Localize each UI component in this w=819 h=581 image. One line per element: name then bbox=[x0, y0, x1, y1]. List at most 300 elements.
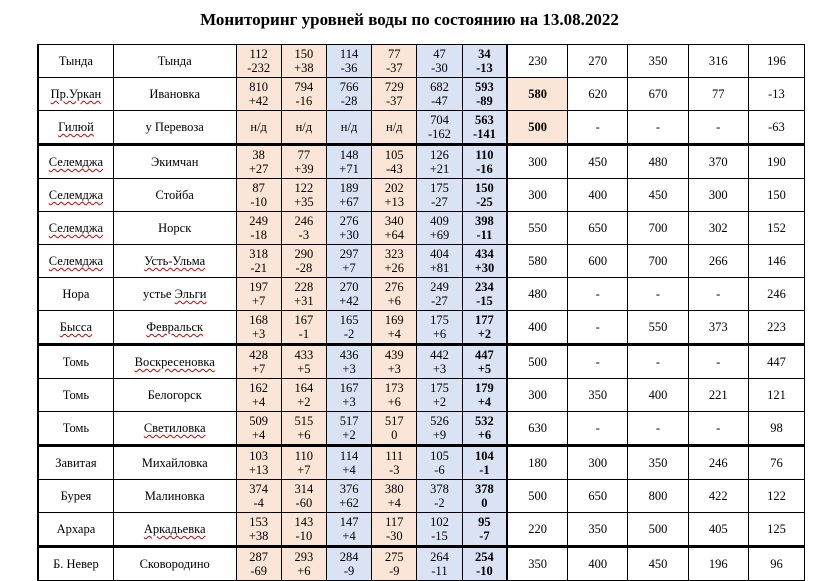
level-change: -9 bbox=[343, 564, 355, 578]
level-change: +2 bbox=[342, 428, 356, 442]
threshold-cell: 450 bbox=[568, 145, 628, 179]
level-value: 179 bbox=[475, 381, 494, 395]
level-change: +42 bbox=[248, 94, 269, 108]
level-cell bbox=[462, 45, 507, 78]
level-value: 197 bbox=[249, 280, 269, 294]
level-cell bbox=[326, 212, 371, 245]
level-value: 114 bbox=[339, 47, 359, 61]
river-cell-text: Селемджа bbox=[48, 221, 104, 235]
river-cell-text: Нора bbox=[62, 287, 90, 301]
threshold-cell: 152 bbox=[748, 212, 804, 245]
table-row bbox=[38, 145, 805, 179]
river-cell-text: Томь bbox=[62, 388, 90, 402]
level-cell bbox=[372, 212, 417, 245]
threshold-cell: 196 bbox=[748, 45, 804, 78]
level-change: -162 bbox=[428, 127, 451, 141]
threshold-cell: 373 bbox=[688, 311, 748, 345]
table-row bbox=[38, 379, 805, 412]
level-cell bbox=[236, 345, 281, 379]
level-change: -2 bbox=[434, 496, 445, 510]
level-value: 378 bbox=[430, 482, 449, 496]
level-cell bbox=[326, 278, 371, 311]
level-value: 378 bbox=[475, 482, 494, 496]
level-change: +4 bbox=[342, 529, 356, 543]
table-row bbox=[38, 111, 805, 145]
level-value: 276 bbox=[384, 280, 404, 294]
level-change: -15 bbox=[431, 529, 448, 543]
threshold-cell: 650 bbox=[568, 212, 628, 245]
threshold-cell: 405 bbox=[688, 513, 748, 547]
level-change: +81 bbox=[429, 261, 450, 275]
level-value: 150 bbox=[475, 181, 494, 195]
table-row bbox=[38, 245, 805, 278]
level-change: 0 bbox=[481, 496, 488, 510]
level-change: +3 bbox=[342, 362, 356, 376]
level-change: +9 bbox=[432, 428, 447, 442]
level-change: +4 bbox=[252, 428, 266, 442]
level-value: 442 bbox=[430, 348, 449, 362]
level-cell bbox=[236, 212, 281, 245]
river-cell bbox=[38, 111, 113, 145]
level-value: 117 bbox=[385, 515, 404, 529]
level-change: -141 bbox=[472, 127, 496, 141]
level-cell bbox=[236, 480, 281, 513]
level-cell bbox=[281, 245, 326, 278]
threshold-cell: 300 bbox=[507, 179, 567, 212]
threshold-cell: 246 bbox=[748, 278, 804, 311]
level-change: -37 bbox=[385, 94, 403, 108]
level-change: -30 bbox=[431, 61, 448, 75]
river-cell-text: Селемджа bbox=[48, 188, 104, 202]
level-value: 810 bbox=[249, 80, 269, 94]
level-cell bbox=[417, 45, 462, 78]
level-change: +6 bbox=[432, 327, 447, 341]
level-cell bbox=[462, 513, 507, 547]
level-cell bbox=[326, 547, 371, 581]
level-change: +5 bbox=[477, 362, 492, 376]
threshold-cell: 316 bbox=[688, 45, 748, 78]
post-cell bbox=[113, 345, 236, 379]
table-row bbox=[38, 513, 805, 547]
level-value: 162 bbox=[249, 381, 269, 395]
river-cell bbox=[38, 379, 113, 412]
level-value: 340 bbox=[384, 214, 404, 228]
threshold-cell: 700 bbox=[628, 245, 688, 278]
level-value: 103 bbox=[249, 449, 269, 463]
level-value: 202 bbox=[384, 181, 404, 195]
level-value: 246 bbox=[294, 214, 314, 228]
post-cell bbox=[113, 78, 236, 111]
level-value: 275 bbox=[384, 550, 404, 564]
level-cell bbox=[417, 245, 462, 278]
level-cell bbox=[372, 480, 417, 513]
level-cell bbox=[417, 179, 462, 212]
level-value: 122 bbox=[294, 181, 314, 195]
post-cell-text: Малиновка bbox=[144, 489, 205, 503]
level-cell bbox=[462, 78, 507, 111]
level-value: 87 bbox=[252, 181, 265, 195]
level-cell bbox=[236, 111, 281, 145]
level-value: 284 bbox=[339, 550, 359, 564]
level-value: 110 bbox=[294, 449, 314, 463]
level-value: 77 bbox=[388, 47, 401, 61]
threshold-cell: - bbox=[628, 111, 688, 145]
level-change: -25 bbox=[476, 195, 493, 209]
level-cell bbox=[281, 547, 326, 581]
level-change: -28 bbox=[295, 261, 313, 275]
level-cell bbox=[417, 78, 462, 111]
level-cell bbox=[236, 547, 281, 581]
level-value: 409 bbox=[430, 214, 449, 228]
post-cell bbox=[113, 379, 236, 412]
threshold-cell: 630 bbox=[507, 412, 567, 446]
level-change: -3 bbox=[389, 463, 400, 477]
page-title: Мониторинг уровней воды по состоянию на 13.08.2022 bbox=[200, 10, 619, 29]
threshold-cell: 450 bbox=[628, 179, 688, 212]
level-cell bbox=[417, 311, 462, 345]
level-value: н/д bbox=[250, 120, 267, 134]
level-change: +7 bbox=[252, 362, 266, 376]
post-cell-text: Михайловка bbox=[141, 456, 208, 470]
level-value: 143 bbox=[294, 515, 314, 529]
post-cell bbox=[113, 145, 236, 179]
level-cell bbox=[326, 480, 371, 513]
level-change: +6 bbox=[297, 428, 311, 442]
level-value: 105 bbox=[430, 449, 449, 463]
post-cell bbox=[113, 480, 236, 513]
level-value: 177 bbox=[475, 313, 494, 327]
threshold-cell: -13 bbox=[748, 78, 804, 111]
threshold-cell: - bbox=[628, 345, 688, 379]
level-value: 434 bbox=[475, 247, 494, 261]
level-change: +30 bbox=[474, 261, 495, 275]
level-cell bbox=[372, 446, 417, 480]
level-cell bbox=[326, 446, 371, 480]
level-change: +13 bbox=[248, 463, 269, 477]
table-body bbox=[38, 45, 805, 581]
post-cell bbox=[113, 212, 236, 245]
level-change: +27 bbox=[248, 162, 269, 176]
level-change: +4 bbox=[342, 463, 356, 477]
level-change: +21 bbox=[429, 162, 450, 176]
threshold-cell: - bbox=[568, 345, 628, 379]
table-row bbox=[38, 446, 805, 480]
river-cell bbox=[38, 513, 113, 547]
level-value: 517 bbox=[339, 414, 359, 428]
level-change: +3 bbox=[387, 362, 401, 376]
level-cell bbox=[417, 212, 462, 245]
threshold-cell: 550 bbox=[507, 212, 567, 245]
level-value: 318 bbox=[249, 247, 269, 261]
level-cell bbox=[462, 278, 507, 311]
post-cell-text: у Перевоза bbox=[145, 120, 204, 134]
post-cell-text: Усть-Ульма bbox=[144, 254, 206, 268]
level-change: +38 bbox=[248, 529, 269, 543]
level-change: -37 bbox=[385, 61, 403, 75]
level-change: +62 bbox=[339, 496, 359, 510]
threshold-cell: 550 bbox=[628, 311, 688, 345]
level-value: 376 bbox=[339, 482, 359, 496]
post-cell-text: Сковородино bbox=[139, 557, 210, 571]
threshold-cell: 450 bbox=[628, 547, 688, 581]
level-value: 175 bbox=[430, 181, 449, 195]
threshold-cell: 76 bbox=[748, 446, 804, 480]
post-cell bbox=[113, 513, 236, 547]
level-value: 323 bbox=[384, 247, 404, 261]
level-cell bbox=[326, 379, 371, 412]
level-value: 112 bbox=[249, 47, 268, 61]
level-cell bbox=[417, 379, 462, 412]
level-change: +67 bbox=[339, 195, 359, 209]
level-cell bbox=[372, 345, 417, 379]
level-cell bbox=[372, 311, 417, 345]
level-cell bbox=[281, 446, 326, 480]
level-change: +2 bbox=[477, 327, 492, 341]
level-change: +3 bbox=[252, 327, 266, 341]
level-value: 34 bbox=[478, 47, 491, 61]
level-change: -1 bbox=[479, 463, 490, 477]
level-value: 374 bbox=[249, 482, 269, 496]
threshold-cell: 370 bbox=[688, 145, 748, 179]
level-cell bbox=[236, 78, 281, 111]
level-value: 167 bbox=[294, 313, 314, 327]
post-cell-text: Воскресеновка bbox=[134, 355, 215, 369]
level-value: 509 bbox=[249, 414, 269, 428]
threshold-cell: 447 bbox=[748, 345, 804, 379]
level-cell bbox=[372, 412, 417, 446]
level-cell bbox=[462, 412, 507, 446]
level-change: -10 bbox=[250, 195, 267, 209]
river-cell bbox=[38, 412, 113, 446]
river-cell-text: Архара bbox=[56, 522, 96, 536]
level-value: 105 bbox=[384, 148, 404, 162]
level-change: -36 bbox=[340, 61, 358, 75]
level-cell bbox=[462, 379, 507, 412]
level-change: +38 bbox=[294, 61, 314, 75]
level-cell bbox=[372, 379, 417, 412]
level-change: -60 bbox=[295, 496, 313, 510]
level-cell bbox=[462, 245, 507, 278]
level-value: 114 bbox=[339, 449, 359, 463]
level-change: -1 bbox=[298, 327, 310, 341]
level-change: -47 bbox=[431, 94, 448, 108]
post-cell bbox=[113, 446, 236, 480]
level-change: -11 bbox=[476, 228, 493, 242]
river-cell-text: Селемджа bbox=[48, 254, 104, 268]
level-cell bbox=[281, 78, 326, 111]
level-change: -3 bbox=[298, 228, 310, 242]
threshold-cell: - bbox=[568, 412, 628, 446]
level-change: +26 bbox=[384, 261, 405, 275]
post-cell-text: Февральск bbox=[146, 320, 204, 334]
river-cell bbox=[38, 480, 113, 513]
level-change: -15 bbox=[476, 294, 493, 308]
level-change: -30 bbox=[385, 529, 403, 543]
threshold-cell: 230 bbox=[507, 45, 567, 78]
post-cell-text: Белогорск bbox=[147, 388, 202, 402]
level-change: -43 bbox=[385, 162, 403, 176]
level-change: +31 bbox=[294, 294, 314, 308]
threshold-cell: 500 bbox=[507, 111, 567, 145]
level-value: 563 bbox=[475, 113, 494, 127]
threshold-cell: 190 bbox=[748, 145, 804, 179]
river-cell bbox=[38, 446, 113, 480]
post-cell-text: Норск bbox=[158, 221, 192, 235]
threshold-cell: 146 bbox=[748, 245, 804, 278]
post-cell-text: Стойба bbox=[155, 188, 194, 202]
level-change: +13 bbox=[384, 195, 405, 209]
level-value: 173 bbox=[384, 381, 404, 395]
post-cell bbox=[113, 547, 236, 581]
level-value: 593 bbox=[475, 80, 494, 94]
level-cell bbox=[326, 311, 371, 345]
level-change: +71 bbox=[339, 162, 359, 176]
level-change: +2 bbox=[297, 395, 311, 409]
river-cell-text: Бурея bbox=[60, 489, 92, 503]
river-cell bbox=[38, 45, 113, 78]
level-cell bbox=[236, 145, 281, 179]
level-cell bbox=[462, 145, 507, 179]
level-cell bbox=[326, 78, 371, 111]
level-value: 168 bbox=[249, 313, 269, 327]
river-cell-text: Гилюй bbox=[58, 120, 94, 134]
level-value: 404 bbox=[430, 247, 449, 261]
threshold-cell: 670 bbox=[628, 78, 688, 111]
level-value: 126 bbox=[430, 148, 449, 162]
river-cell bbox=[38, 145, 113, 179]
level-cell bbox=[462, 547, 507, 581]
threshold-cell: 246 bbox=[688, 446, 748, 480]
post-cell bbox=[113, 412, 236, 446]
level-value: 287 bbox=[249, 550, 269, 564]
threshold-cell: 300 bbox=[568, 446, 628, 480]
level-value: н/д bbox=[340, 120, 358, 134]
post-cell bbox=[113, 111, 236, 145]
threshold-cell: 400 bbox=[507, 311, 567, 345]
level-value: 102 bbox=[430, 515, 449, 529]
level-change: -7 bbox=[479, 529, 490, 543]
river-cell bbox=[38, 245, 113, 278]
post-cell-text: Светиловка bbox=[143, 421, 206, 435]
level-change: +6 bbox=[387, 294, 401, 308]
level-value: 228 bbox=[294, 280, 314, 294]
level-cell bbox=[462, 179, 507, 212]
level-cell bbox=[372, 45, 417, 78]
level-change: -89 bbox=[476, 94, 493, 108]
level-change: 0 bbox=[391, 428, 398, 442]
level-cell bbox=[417, 345, 462, 379]
level-value: 729 bbox=[384, 80, 404, 94]
level-value: 167 bbox=[339, 381, 359, 395]
post-cell-text: Экимчан bbox=[150, 155, 199, 169]
level-cell bbox=[281, 145, 326, 179]
level-cell bbox=[372, 513, 417, 547]
post-cell bbox=[113, 278, 236, 311]
level-value: 47 bbox=[433, 47, 446, 61]
threshold-cell: 77 bbox=[688, 78, 748, 111]
level-change: +6 bbox=[387, 395, 401, 409]
threshold-cell: 300 bbox=[688, 179, 748, 212]
level-cell bbox=[462, 446, 507, 480]
threshold-cell: 350 bbox=[568, 513, 628, 547]
level-change: +69 bbox=[429, 228, 450, 242]
threshold-cell: 302 bbox=[688, 212, 748, 245]
river-cell-text: Томь bbox=[62, 421, 90, 435]
level-value: 380 bbox=[384, 482, 404, 496]
level-cell bbox=[236, 179, 281, 212]
threshold-cell: 350 bbox=[507, 547, 567, 581]
level-cell bbox=[236, 245, 281, 278]
level-cell bbox=[236, 45, 281, 78]
threshold-cell: 121 bbox=[748, 379, 804, 412]
threshold-cell: 300 bbox=[507, 379, 567, 412]
threshold-cell: - bbox=[568, 311, 628, 345]
level-value: 254 bbox=[475, 550, 494, 564]
threshold-cell: 98 bbox=[748, 412, 804, 446]
level-cell bbox=[326, 45, 371, 78]
level-cell bbox=[417, 145, 462, 179]
level-cell bbox=[372, 78, 417, 111]
level-value: 104 bbox=[475, 449, 494, 463]
level-change: +2 bbox=[432, 395, 447, 409]
threshold-cell: 350 bbox=[628, 45, 688, 78]
threshold-cell: 400 bbox=[568, 547, 628, 581]
post-cell-text: Аркадьевка bbox=[143, 522, 206, 536]
river-cell-text: Тында bbox=[58, 54, 93, 68]
level-cell bbox=[281, 179, 326, 212]
level-value: 148 bbox=[339, 148, 359, 162]
level-value: 175 bbox=[430, 381, 449, 395]
level-cell bbox=[326, 412, 371, 446]
level-change: -16 bbox=[476, 162, 493, 176]
level-change: +3 bbox=[432, 362, 447, 376]
level-change: -27 bbox=[431, 195, 448, 209]
level-change: -232 bbox=[247, 61, 271, 75]
level-cell bbox=[417, 278, 462, 311]
level-cell bbox=[281, 212, 326, 245]
level-value: 249 bbox=[430, 280, 449, 294]
threshold-cell: 580 bbox=[507, 245, 567, 278]
level-change: +64 bbox=[384, 228, 405, 242]
level-cell bbox=[372, 179, 417, 212]
threshold-cell: 223 bbox=[748, 311, 804, 345]
level-value: 433 bbox=[294, 348, 314, 362]
threshold-cell: 196 bbox=[688, 547, 748, 581]
water-level-table bbox=[37, 44, 805, 581]
level-change: -10 bbox=[295, 529, 313, 543]
threshold-cell: 221 bbox=[688, 379, 748, 412]
level-value: 766 bbox=[339, 80, 359, 94]
river-cell-text: Б. Невер bbox=[53, 557, 99, 571]
table-row bbox=[38, 45, 805, 78]
threshold-cell: 580 bbox=[507, 78, 567, 111]
threshold-cell: 122 bbox=[748, 480, 804, 513]
level-cell bbox=[281, 412, 326, 446]
level-change: -11 bbox=[431, 564, 448, 578]
river-cell bbox=[38, 345, 113, 379]
level-value: 77 bbox=[297, 148, 311, 162]
level-cell bbox=[281, 278, 326, 311]
level-value: 270 bbox=[339, 280, 359, 294]
level-change: -18 bbox=[250, 228, 267, 242]
threshold-cell: 266 bbox=[688, 245, 748, 278]
level-cell bbox=[372, 278, 417, 311]
level-value: 189 bbox=[339, 181, 359, 195]
level-cell bbox=[236, 278, 281, 311]
post-cell-text: устье Эльги bbox=[142, 287, 207, 301]
threshold-cell: 150 bbox=[748, 179, 804, 212]
level-value: 526 bbox=[430, 414, 449, 428]
